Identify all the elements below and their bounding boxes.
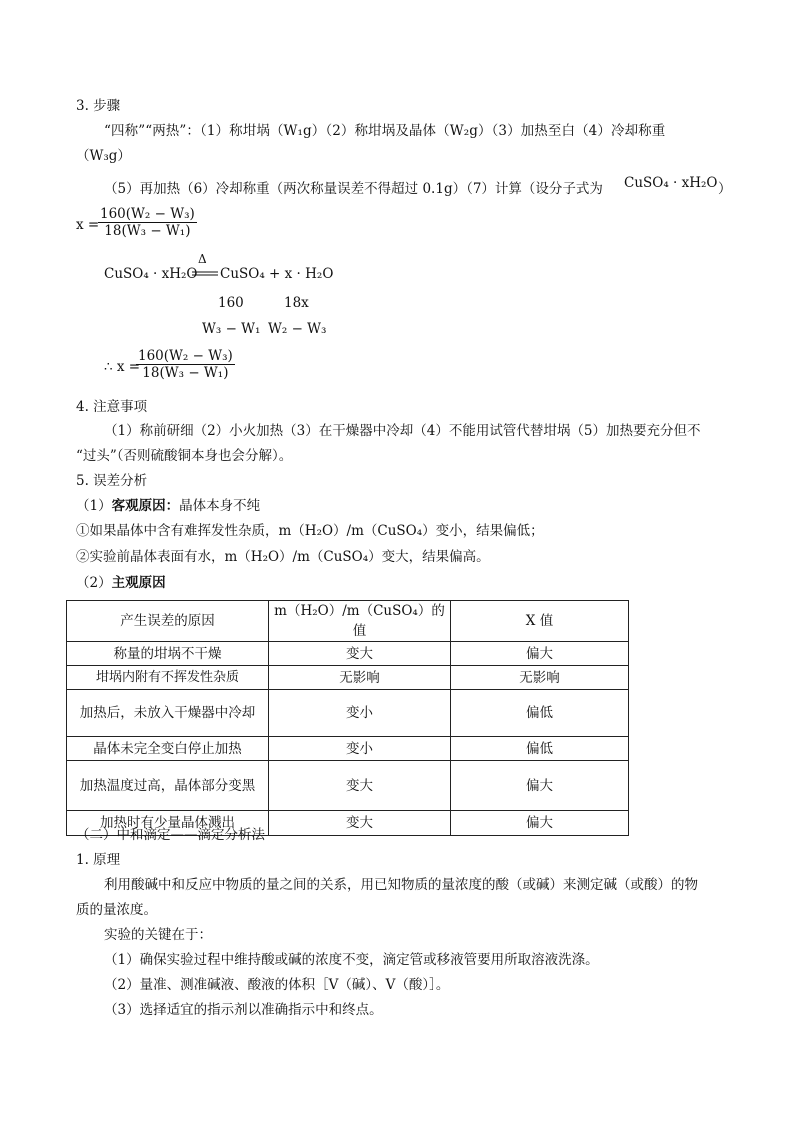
fraction-1-denominator: 18(W₃ − W₁) [104, 223, 191, 239]
table-cell: 偏低 [451, 690, 629, 737]
objective-item-2: ②实验前晶体表面有水，m（H₂O）/m（CuSO₄）变大，结果偏高。 [76, 549, 490, 565]
table-cell: 偏大 [451, 642, 629, 666]
table-cell: 加热时有少量晶体溅出 [67, 811, 269, 836]
table-cell: 变大 [269, 761, 451, 811]
principle-heading: 1. 原理 [76, 852, 121, 868]
table-header: m（H₂O）/m（CuSO₄）的值 [269, 601, 451, 642]
mass-right: 18x [284, 295, 309, 311]
section4-heading: 4. 注意事项 [76, 399, 148, 415]
table-cell: 晶体未完全变白停止加热 [67, 737, 269, 761]
objective-title: 客观原因： [111, 498, 180, 514]
fraction-1 [98, 206, 197, 239]
diff-right: W₂ − W₃ [268, 321, 327, 337]
mass-left: 160 [218, 295, 244, 311]
principle-line2: 质的量浓度。 [76, 902, 157, 918]
key-item-3: （3）选择适宜的指示剂以准确指示中和终点。 [104, 1002, 383, 1018]
key-item-2: （2）量准、测准碱液、酸液的体积［V（碱）、V（酸）］。 [104, 977, 450, 993]
therefore-label: ∴ x = [104, 359, 141, 375]
subjective-cause [76, 574, 166, 592]
table-cell: 称量的坩埚不干燥 [67, 642, 269, 666]
table-cell: 加热温度过高，晶体部分变黑 [67, 761, 269, 811]
key-intro: 实验的关键在于： [104, 927, 212, 943]
key-item-1: （1）确保实验过程中维持酸或碱的浓度不变，滴定管或移液管要用所取溶液洗涤。 [104, 952, 599, 968]
objective-text: 晶体本身不纯 [179, 498, 261, 514]
table-row [67, 737, 629, 761]
section3-heading: 3. 步骤 [76, 98, 121, 114]
table-cell: 变大 [269, 642, 451, 666]
section5-heading: 5. 误差分析 [76, 473, 148, 489]
reaction-right: CuSO₄ + x · H₂O [220, 266, 334, 282]
section4-line2: “过头”（否则硫酸铜本身也会分解）。 [76, 448, 293, 464]
section4-line1: （1）称前研细（2）小火加热（3）在干燥器中冷却（4）不能用试管代替坩埚（5）加热要充分但不 [104, 423, 701, 439]
table-header: X 值 [451, 601, 629, 642]
table-row [67, 690, 629, 737]
table-cell: 无影响 [451, 666, 629, 690]
objective-cause [76, 497, 260, 515]
fraction-1-numerator: 160(W₂ − W₃) [100, 206, 195, 222]
subjective-prefix: （2） [76, 575, 112, 591]
objective-item-1: ①如果晶体中含有难挥发性杂质，m（H₂O）/m（CuSO₄）变小，结果偏低； [76, 523, 544, 539]
table-cell: 偏大 [451, 761, 629, 811]
table-row [67, 642, 629, 666]
error-table [66, 600, 629, 836]
reaction-left: CuSO₄ · xH₂O [104, 266, 198, 282]
table-cell: 偏低 [451, 737, 629, 761]
table-row [67, 761, 629, 811]
table-header: 产生误差的原因 [67, 601, 269, 642]
fraction-2-numerator: 160(W₂ − W₃) [138, 348, 233, 364]
table-cell: 无影响 [269, 666, 451, 690]
table-cell: 变小 [269, 690, 451, 737]
objective-prefix: （1） [76, 498, 112, 514]
inline-formula: CuSO₄ · xH₂O [624, 175, 718, 191]
section3-line1: “四称”“两热”：（1）称坩埚（W₁g）（2）称坩埚及晶体（W₂g）（3）加热至白（4）冷却称重 [104, 123, 666, 139]
part2-heading: （二）中和滴定——滴定分析法 [76, 827, 265, 843]
equal-sign-icon [192, 271, 218, 277]
reaction-delta: Δ [198, 252, 207, 266]
fraction-2-denominator: 18(W₃ − W₁) [142, 365, 229, 381]
principle-line1: 利用酸碱中和反应中物质的量之间的关系，用已知物质的量浓度的酸（或碱）来测定碱（或酸）的物 [104, 877, 698, 893]
diff-left: W₃ − W₁ [202, 321, 261, 337]
table-cell: 坩埚内附有不挥发性杂质 [67, 666, 269, 690]
table-row [67, 666, 629, 690]
subjective-title: 主观原因 [111, 575, 166, 591]
table-cell: 变大 [269, 811, 451, 836]
section3-line2: （5）再加热（6）冷却称重（两次称量误差不得超过 0.1g）（7）计算（设分子式为 [104, 181, 603, 197]
table-cell: 偏大 [451, 811, 629, 836]
x-label: x = [76, 217, 100, 233]
section3-line2-end: ） [718, 181, 732, 197]
table-cell: 变小 [269, 737, 451, 761]
fraction-2 [136, 348, 235, 381]
table-cell: 加热后，未放入干燥器中冷却 [67, 690, 269, 737]
section3-line1b: （W₃g） [76, 148, 131, 164]
table-header-row [67, 601, 629, 642]
